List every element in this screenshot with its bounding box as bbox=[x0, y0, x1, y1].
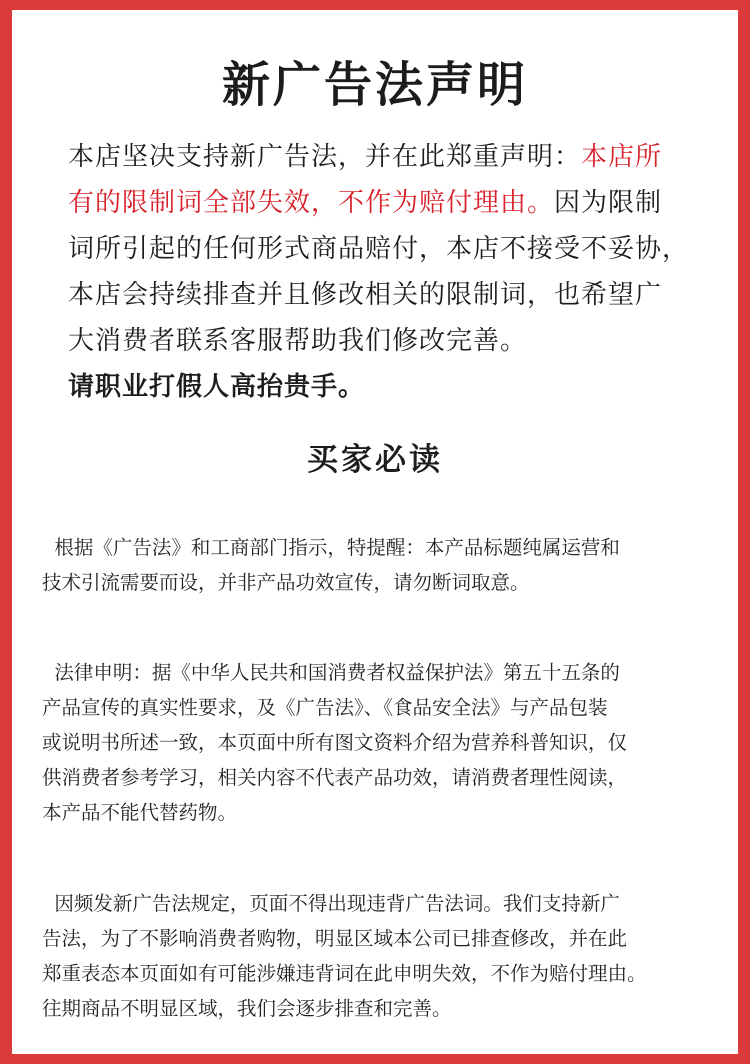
statement-line-6: 请职业打假人高抬贵手。 bbox=[68, 372, 366, 402]
paragraph-line: 法律申明：据《中华人民共和国消费者权益保护法》第五十五条的 bbox=[42, 661, 620, 684]
paragraph-line: 根据《广告法》和工商部门指示，特提醒：本产品标题纯属运营和 bbox=[42, 536, 620, 559]
paragraph-line: 产品宣传的真实性要求，及《广告法》、《食品安全法》与产品包装 bbox=[42, 696, 608, 719]
paragraph-line: 本产品不能代替药物。 bbox=[42, 801, 238, 824]
statement-block bbox=[68, 134, 708, 410]
statement-line-5: 大消费者联系客服帮助我们修改完善。 bbox=[68, 326, 528, 356]
paragraph-line: 或说明书所述一致，本页面中所有图文资料介绍为营养科普知识，仅 bbox=[42, 731, 628, 754]
statement-line-1-text: 本店坚决支持新广告法，并在此郑重声明： bbox=[68, 142, 582, 172]
paragraph-line: 供消费者参考学习，相关内容不代表产品功效，请消费者理性阅读， bbox=[42, 766, 628, 789]
paragraph-line: 因频发新广告法规定，页面不得出现违背广告法词。我们支持新广 bbox=[42, 892, 620, 915]
statement-line-4: 本店会持续排查并且修改相关的限制词，也希望广 bbox=[68, 280, 663, 310]
section-heading: 买家必读 bbox=[307, 442, 443, 478]
statement-line-1-highlight: 本店所 bbox=[581, 142, 663, 172]
notice-paragraph-1 bbox=[42, 530, 714, 600]
statement-line-2-text: 因为限制 bbox=[554, 188, 663, 218]
paragraph-line: 告法，为了不影响消费者购物，明显区域本公司已排查修改，并在此 bbox=[42, 927, 628, 950]
notice-paragraph-3 bbox=[42, 886, 714, 1026]
paragraph-line: 郑重表态本页面如有可能涉嫌违背词在此申明失效，不作为赔付理由。 bbox=[42, 962, 647, 985]
statement-line-2-highlight: 有的限制词全部失效，不作为赔付理由。 bbox=[68, 188, 555, 218]
statement-line-1 bbox=[68, 134, 708, 180]
notice-panel bbox=[12, 10, 738, 1054]
statement-line-2 bbox=[68, 180, 708, 226]
page-title: 新广告法声明 bbox=[221, 57, 528, 113]
notice-paragraph-2 bbox=[42, 655, 714, 830]
paragraph-line: 技术引流需要而设，并非产品功效宣传，请勿断词取意。 bbox=[42, 571, 530, 594]
statement-line-3: 词所引起的任何形式商品赔付，本店不接受不妥协， bbox=[68, 234, 690, 264]
paragraph-line: 往期商品不明显区域，我们会逐步排查和完善。 bbox=[42, 997, 452, 1020]
